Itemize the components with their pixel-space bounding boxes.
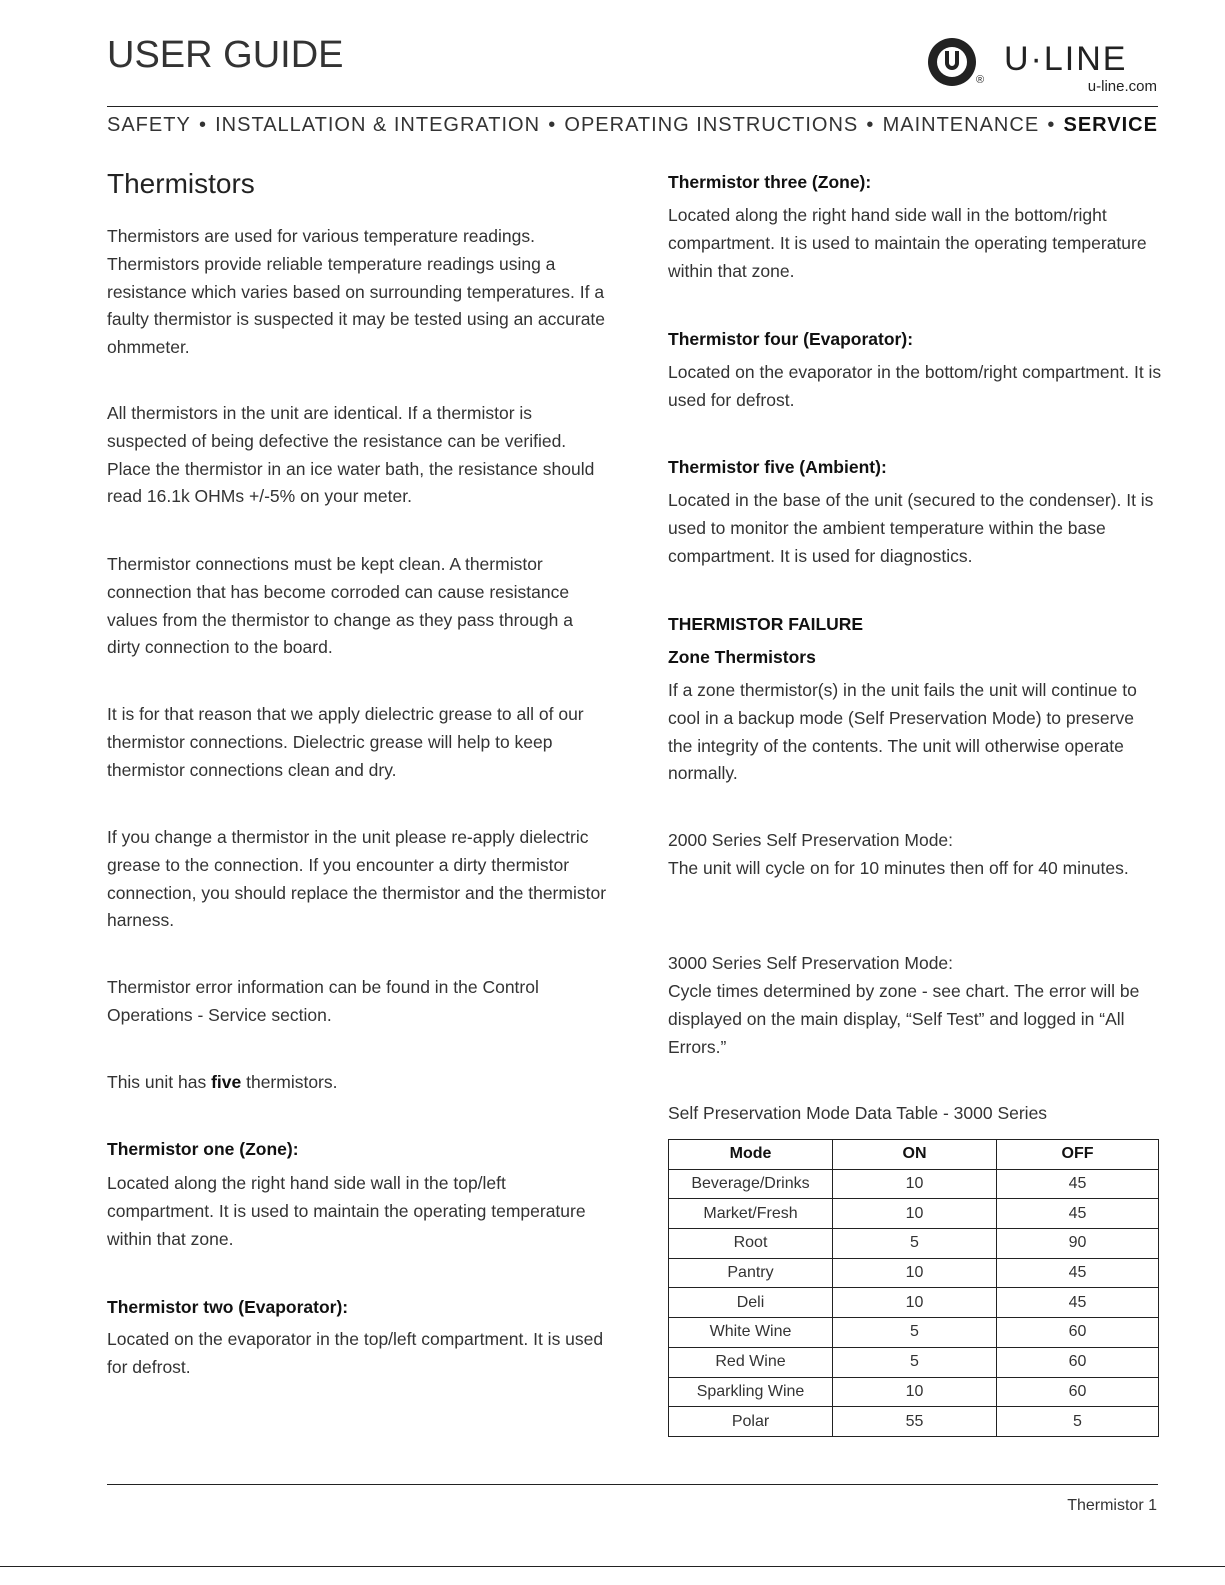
table-cell: 60 — [997, 1347, 1159, 1377]
nav-sep: • — [1047, 114, 1056, 136]
table-cell: 10 — [833, 1377, 997, 1407]
page-edge — [0, 1566, 1225, 1567]
paragraph: Thermistor error information can be found in the Control Operations - Service section. — [107, 977, 539, 1025]
heading: Thermistor two (Evaporator): — [107, 1297, 349, 1317]
brand-name: U·LINE — [1004, 40, 1128, 78]
text: thermistors. — [241, 1072, 338, 1092]
table-cell: 5 — [997, 1407, 1159, 1437]
paragraph: Located on the evaporator in the bottom/right compartment. It is used for defrost. — [668, 362, 1162, 410]
table-cell: 5 — [833, 1229, 997, 1259]
table-cell: 10 — [833, 1169, 997, 1199]
table-cell: 5 — [833, 1318, 997, 1348]
table-row — [669, 1288, 1159, 1318]
paragraph: If you change a thermistor in the unit please re-apply dielectric grease to the connection. If you encounter a dirty thermistor connection, you should replace the thermistor and the thermistor harness. — [107, 827, 607, 931]
table-cell: 45 — [997, 1199, 1159, 1229]
table-row — [669, 1407, 1159, 1437]
heading: THERMISTOR FAILURE — [668, 614, 864, 634]
paragraph: It is for that reason that we apply dielectric grease to all of our thermistor connections. Dielectric grease will help to keep thermistor connections clean and dry. — [107, 704, 584, 780]
footer-divider — [107, 1484, 1158, 1485]
table-cell: 45 — [997, 1258, 1159, 1288]
table-cell: 10 — [833, 1199, 997, 1229]
guide-title: USER GUIDE — [107, 34, 344, 76]
table-cell: Polar — [669, 1407, 833, 1437]
paragraph: Located along the right hand side wall in the top/left compartment. It is used to maintain the operating temperature within that zone. — [107, 1173, 586, 1249]
table-cell: White Wine — [669, 1318, 833, 1348]
paragraph — [107, 1069, 607, 1097]
table-cell: 45 — [997, 1169, 1159, 1199]
table-cell: Beverage/Drinks — [669, 1169, 833, 1199]
table-cell: 10 — [833, 1288, 997, 1318]
table-cell: Pantry — [669, 1258, 833, 1288]
table-cell: 55 — [833, 1407, 997, 1437]
column-header: Mode — [669, 1140, 833, 1170]
table-cell: Market/Fresh — [669, 1199, 833, 1229]
page-number: Thermistor 1 — [1067, 1497, 1157, 1514]
nav-maintenance: MAINTENANCE — [882, 114, 1040, 136]
table-cell: 60 — [997, 1377, 1159, 1407]
registered-mark: ® — [976, 74, 985, 86]
column-header: OFF — [997, 1140, 1159, 1170]
heading: Thermistor four (Evaporator): — [668, 329, 914, 349]
emphasis: five — [211, 1072, 242, 1092]
table-row — [669, 1347, 1159, 1377]
paragraph: All thermistors in the unit are identical. If a thermistor is suspected of being defective the resistance can be verified. Place the thermistor in an ice water bath, the resistance should read 16.1k OHMs +/-5% on your meter. — [107, 403, 595, 507]
table-cell: Root — [669, 1229, 833, 1259]
paragraph: 3000 Series Self Preservation Mode: — [668, 953, 954, 973]
paragraph: Cycle times determined by zone - see chart. The error will be displayed on the main display, “Self Test” and logged in “All Errors.” — [668, 981, 1140, 1057]
paragraph: Thermistor connections must be kept clean. A thermistor connection that has become corroded can cause resistance values from the thermistor to change as they pass through a dirty connection to the board. — [107, 554, 573, 658]
nav-sep: • — [866, 114, 875, 136]
subheading: Zone Thermistors — [668, 647, 816, 667]
nav-sep: • — [548, 114, 557, 136]
table-row — [669, 1229, 1159, 1259]
brand-logo — [926, 36, 1161, 98]
paragraph: 2000 Series Self Preservation Mode: — [668, 830, 954, 850]
table-cell: Red Wine — [669, 1347, 833, 1377]
nav-operating: OPERATING INSTRUCTIONS — [564, 114, 859, 136]
table-cell: 5 — [833, 1347, 997, 1377]
website: u-line.com — [1087, 78, 1157, 95]
heading: Thermistor five (Ambient): — [668, 457, 887, 477]
table-cell: 60 — [997, 1318, 1159, 1348]
paragraph: If a zone thermistor(s) in the unit fails the unit will continue to cool in a backup mode (Self Preservation Mode) to preserve the integrity of the contents. The unit will otherwise operate normally. — [668, 680, 1137, 784]
table-row — [669, 1199, 1159, 1229]
paragraph: The unit will cycle on for 10 minutes then off for 40 minutes. — [668, 858, 1129, 878]
table-cell: Deli — [669, 1288, 833, 1318]
table-cell: 90 — [997, 1229, 1159, 1259]
nav-sep: • — [198, 114, 207, 136]
table-cell: 45 — [997, 1288, 1159, 1318]
table-row — [669, 1377, 1159, 1407]
paragraph: Located in the base of the unit (secured to the condenser). It is used to monitor the ambient temperature within the base compartment. It is used for diagnostics. — [668, 490, 1154, 566]
header-divider — [107, 106, 1158, 107]
table-caption: Self Preservation Mode Data Table - 3000 Series — [668, 1103, 1048, 1123]
paragraph: Thermistors are used for various temperature readings. Thermistors provide reliable temperature readings using a resistance which varies based on surrounding temperatures. If a faulty thermistor is suspected it may be tested using an accurate ohmmeter. — [107, 226, 606, 358]
self-preservation-table — [668, 1139, 1159, 1437]
table-cell: Sparkling Wine — [669, 1377, 833, 1407]
nav-service: SERVICE — [1063, 114, 1158, 136]
paragraph: Located along the right hand side wall in the bottom/right compartment. It is used to maintain the operating temperature within that zone. — [668, 205, 1147, 281]
column-header: ON — [833, 1140, 997, 1170]
section-title: Thermistors — [107, 168, 255, 199]
nav-installation: INSTALLATION & INTEGRATION — [215, 114, 541, 136]
table-row — [669, 1318, 1159, 1348]
table-row — [669, 1258, 1159, 1288]
section-nav — [107, 114, 1158, 137]
nav-safety: SAFETY — [107, 114, 191, 136]
heading: Thermistor one (Zone): — [107, 1139, 299, 1159]
heading: Thermistor three (Zone): — [668, 172, 872, 192]
table-row — [669, 1169, 1159, 1199]
table-cell: 10 — [833, 1258, 997, 1288]
text: This unit has — [107, 1072, 212, 1092]
paragraph: Located on the evaporator in the top/left compartment. It is used for defrost. — [107, 1329, 604, 1377]
